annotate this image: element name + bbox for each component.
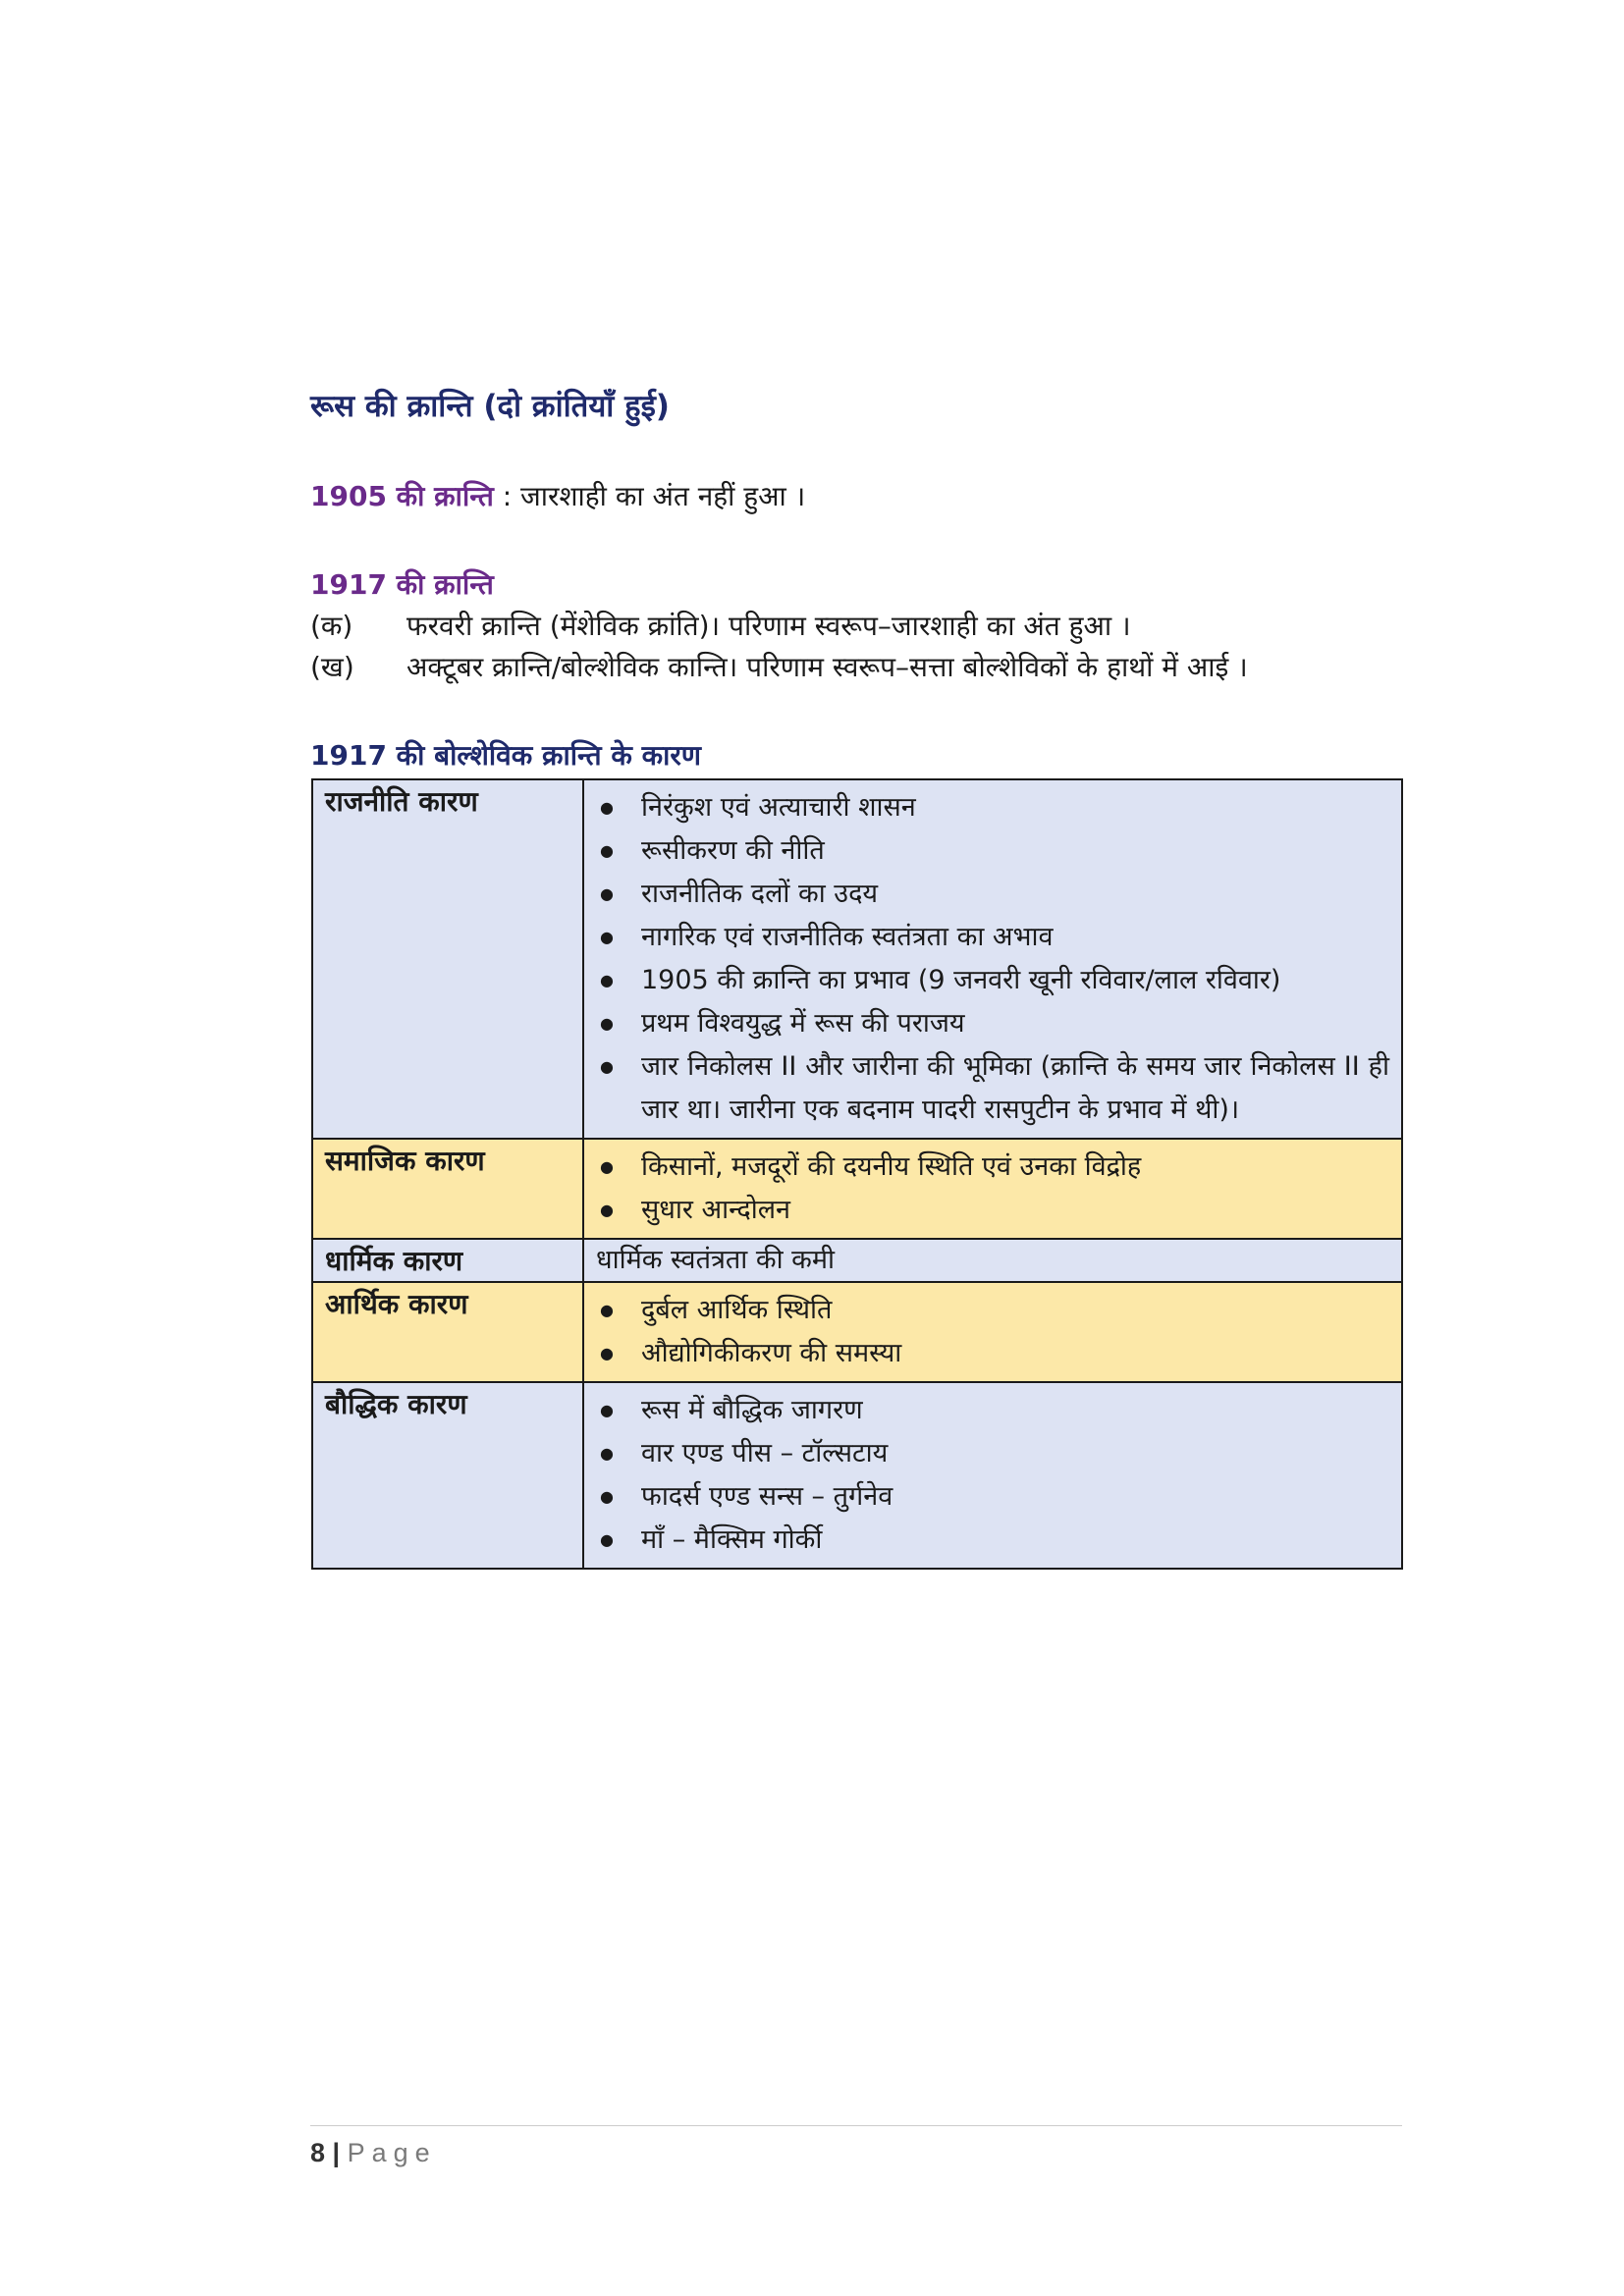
category-cell: आर्थिक कारण	[312, 1282, 583, 1382]
revolution-1917-heading: 1917 की क्रान्ति	[310, 568, 494, 601]
causes-row-intellectual	[312, 1382, 1402, 1569]
revolution-1917-item-ka	[310, 607, 1131, 644]
items-cell	[583, 1382, 1402, 1569]
item-text: फरवरी क्रान्ति (मेंशेविक क्रांति)। परिणाम स्वरूप–जारशाही का अंत हुआ ।	[406, 610, 1131, 642]
cause-item: ● प्रथम विश्वयुद्ध में रूस की पराजय	[600, 1002, 1389, 1045]
page-number: 8	[310, 2138, 326, 2167]
item-marker: (ख)	[310, 651, 354, 683]
causes-row-political	[312, 779, 1402, 1139]
category-cell: राजनीति कारण	[312, 779, 583, 1139]
revolution-1917-item-kha	[310, 648, 1248, 685]
category-cell: समाजिक कारण	[312, 1139, 583, 1239]
cause-item: ● राजनीतिक दलों का उदय	[600, 873, 1389, 916]
cause-item: ● निरंकुश एवं अत्याचारी शासन	[600, 786, 1389, 829]
item-marker: (क)	[310, 610, 353, 642]
category-cell: धार्मिक कारण	[312, 1239, 583, 1282]
causes-row-social	[312, 1139, 1402, 1239]
cause-item: ● 1905 की क्रान्ति का प्रभाव (9 जनवरी खूनी रविवार/लाल रविवार)	[600, 959, 1389, 1002]
revolution-1905-line	[310, 477, 805, 514]
cause-item: ● किसानों, मजदूरों की दयनीय स्थिति एवं उनका विद्रोह	[600, 1146, 1389, 1189]
items-cell	[583, 1282, 1402, 1382]
cause-item: ● दुर्बल आर्थिक स्थिति	[600, 1289, 1389, 1332]
items-cell	[583, 1139, 1402, 1239]
cause-item: ● रूसीकरण की नीति	[600, 829, 1389, 873]
cause-list	[584, 1283, 1401, 1381]
item-text: अक्टूबर क्रान्ति/बोल्शेविक कान्ति। परिणाम स्वरूप–सत्ता बोल्शेविकों के हाथों में आई ।	[406, 651, 1248, 683]
cause-list	[584, 780, 1401, 1138]
page-title: रूस की क्रान्ति (दो क्रांतियाँ हुई)	[310, 389, 670, 424]
cause-item: ● वार एण्ड पीस – टॉल्सटाय	[600, 1432, 1389, 1475]
cause-item: ● नागरिक एवं राजनीतिक स्वतंत्रता का अभाव	[600, 916, 1389, 959]
cause-list	[584, 1140, 1401, 1238]
cause-item: ● माँ – मैक्सिम गोर्की	[600, 1519, 1389, 1562]
revolution-1905-label: 1905 की क्रान्ति	[310, 480, 494, 512]
footer-separator: |	[332, 2138, 341, 2167]
causes-row-economic	[312, 1282, 1402, 1382]
revolution-1905-text: : जारशाही का अंत नहीं हुआ ।	[502, 480, 806, 512]
cause-item: ● फादर्स एण्ड सन्स – तुर्गनेव	[600, 1475, 1389, 1519]
page-word: Page	[347, 2138, 437, 2167]
items-cell	[583, 779, 1402, 1139]
cause-item: ● रूस में बौद्धिक जागरण	[600, 1389, 1389, 1432]
cause-item: ● सुधार आन्दोलन	[600, 1189, 1389, 1232]
cause-item: ● जार निकोलस II और जारीना की भूमिका (क्रान्ति के समय जार निकोलस II ही जार था। जारीना एक बदनाम पादरी रासपुटीन के प्रभाव में थी)।	[600, 1045, 1389, 1132]
items-cell: धार्मिक स्वतंत्रता की कमी	[583, 1239, 1402, 1282]
causes-table	[311, 778, 1403, 1570]
category-cell: बौद्धिक कारण	[312, 1382, 583, 1569]
causes-heading: 1917 की बोल्शेविक क्रान्ति के कारण	[310, 739, 702, 772]
footer-divider	[310, 2125, 1402, 2126]
page-footer	[310, 2138, 437, 2168]
causes-row-religious	[312, 1239, 1402, 1282]
cause-item: ● औद्योगिकीकरण की समस्या	[600, 1332, 1389, 1375]
cause-list	[584, 1383, 1401, 1568]
